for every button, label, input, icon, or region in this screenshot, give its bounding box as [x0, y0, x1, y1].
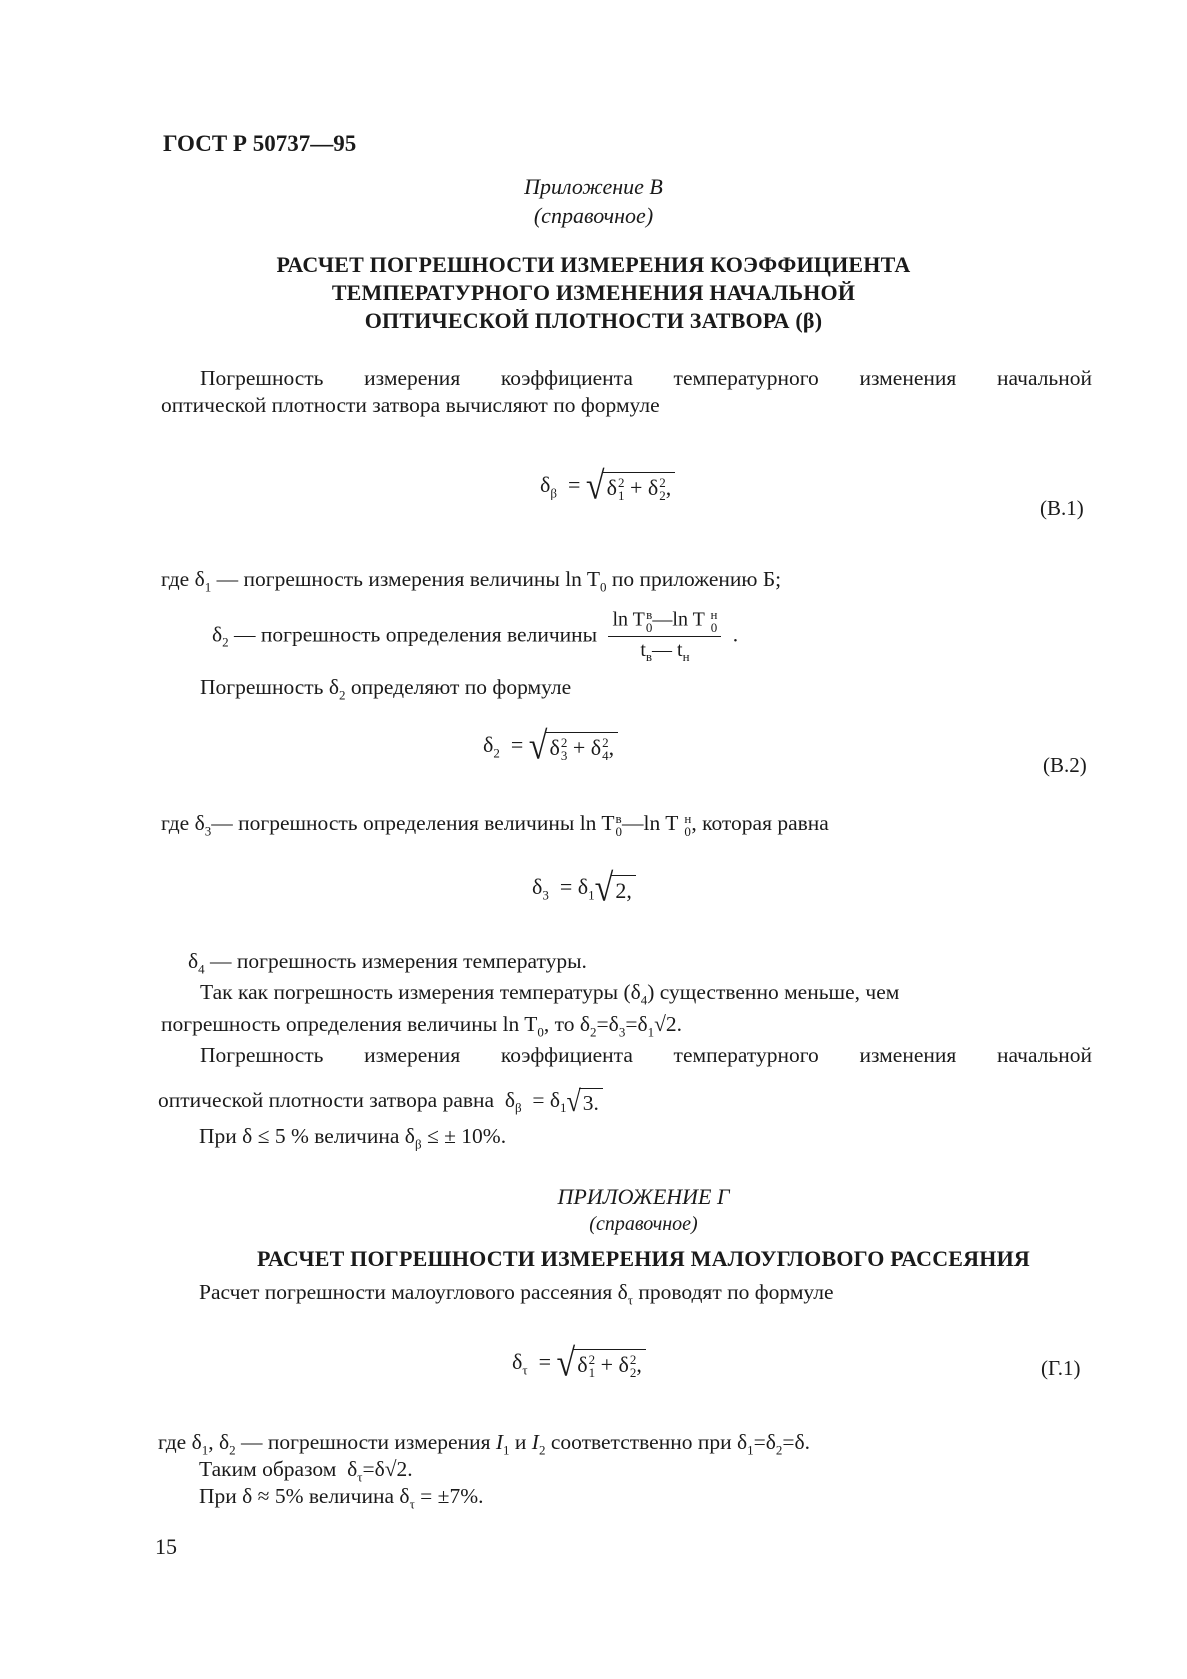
appendix-b-title-line1: РАСЧЕТ ПОГРЕШНОСТИ ИЗМЕРЕНИЯ КОЭФФИЦИЕНТА [276, 252, 911, 277]
equation-delta3: $\delta_3 = \delta_1√2$, [532, 870, 636, 908]
appendix-b-title-line2: ТЕМПЕРАТУРНОГО ИЗМЕНЕНИЯ НАЧАЛЬНОЙ [331, 280, 856, 305]
paragraph-b2: Погрешность $\delta_2$ определяют по формуле [200, 675, 572, 703]
equation-g1-number: (Г.1) [1041, 1356, 1081, 1380]
where-g1: где $\delta_1$, $\delta_2$ — погрешности измерения $I_1$ и $I_2$ соответственно при $\delta_1=\delta_2=\delta$. [158, 1430, 811, 1458]
paragraph-b1-line2: оптической плотности затвора вычисляют по формуле [161, 393, 660, 417]
equation-g1: $\delta_\tau = √\delta$ 2 1 + δ 2 2 , [512, 1345, 646, 1383]
appendix-g-title: РАСЧЕТ ПОГРЕШНОСТИ ИЗМЕРЕНИЯ МАЛОУГЛОВОГО РАССЕЯНИЯ [257, 1246, 1030, 1271]
page-number: 15 [155, 1534, 177, 1559]
paragraph-g2: Таким образом $\delta_\tau=\delta√2$. [199, 1457, 413, 1485]
paragraph-b3-line2: погрешность определения величины $\ln T_0$, то $\delta_2=\delta_3=\delta_1√2$. [161, 1012, 683, 1040]
equation-b1-number: (В.1) [1040, 496, 1084, 520]
equation-b2-number: (В.2) [1043, 753, 1087, 777]
appendix-g-label: ПРИЛОЖЕНИЕ Г [557, 1184, 730, 1209]
where-delta1: где $\delta_1$ — погрешность измерения величины $\ln T_0$ по приложению Б; [161, 567, 782, 595]
appendix-b-note: (справочное) [533, 203, 654, 228]
paragraph-b5: При δ ≤ 5 % величина $\delta_\beta$ ≤ ± 10%. [199, 1124, 507, 1152]
where-delta2: $\delta_2$ — погрешность определения величины ln T в 0 —ln T н 0 $t_в—$ $t_н$ . [212, 607, 739, 664]
paragraph-g1: Расчет погрешности малоуглового рассеяния $\delta_\tau$ проводят по формуле [199, 1280, 834, 1308]
equation-b1: $\delta_\beta = √\delta$ 2 1 + δ 2 2 , [540, 468, 675, 506]
paragraph-b4-line1: Погрешность измерения коэффициента температурного изменения начальной [200, 1043, 1092, 1067]
paragraph-g3: При δ ≈ 5% величина $\delta_\tau = \pm 7\%$. [199, 1484, 484, 1512]
paragraph-b1-line1: Погрешность измерения коэффициента температурного изменения начальной [200, 366, 1092, 390]
appendix-b-label: Приложение В [524, 174, 663, 199]
appendix-g-note: (справочное) [589, 1213, 698, 1235]
where-delta3: где $\delta_3—$ погрешность определения величины ln T в 0 —ln T н 0 , которая равна [161, 811, 829, 840]
where-delta4: $\delta_4$ — погрешность измерения температуры. [188, 949, 587, 977]
document-header: ГОСТ Р 50737—95 [163, 131, 357, 156]
equation-b2: $\delta_2 = √\delta$ 2 3 + δ 2 4 , [483, 728, 618, 766]
appendix-b-title-line3: ОПТИЧЕСКОЙ ПЛОТНОСТИ ЗАТВОРА (β) [364, 308, 823, 333]
paragraph-b3-line1: Так как погрешность измерения температуры $(\delta_4)$ существенно меньше, чем [200, 980, 900, 1008]
paragraph-b4-line2: оптической плотности затвора равна $\delta_\beta = \delta_1√3$. [158, 1087, 603, 1117]
